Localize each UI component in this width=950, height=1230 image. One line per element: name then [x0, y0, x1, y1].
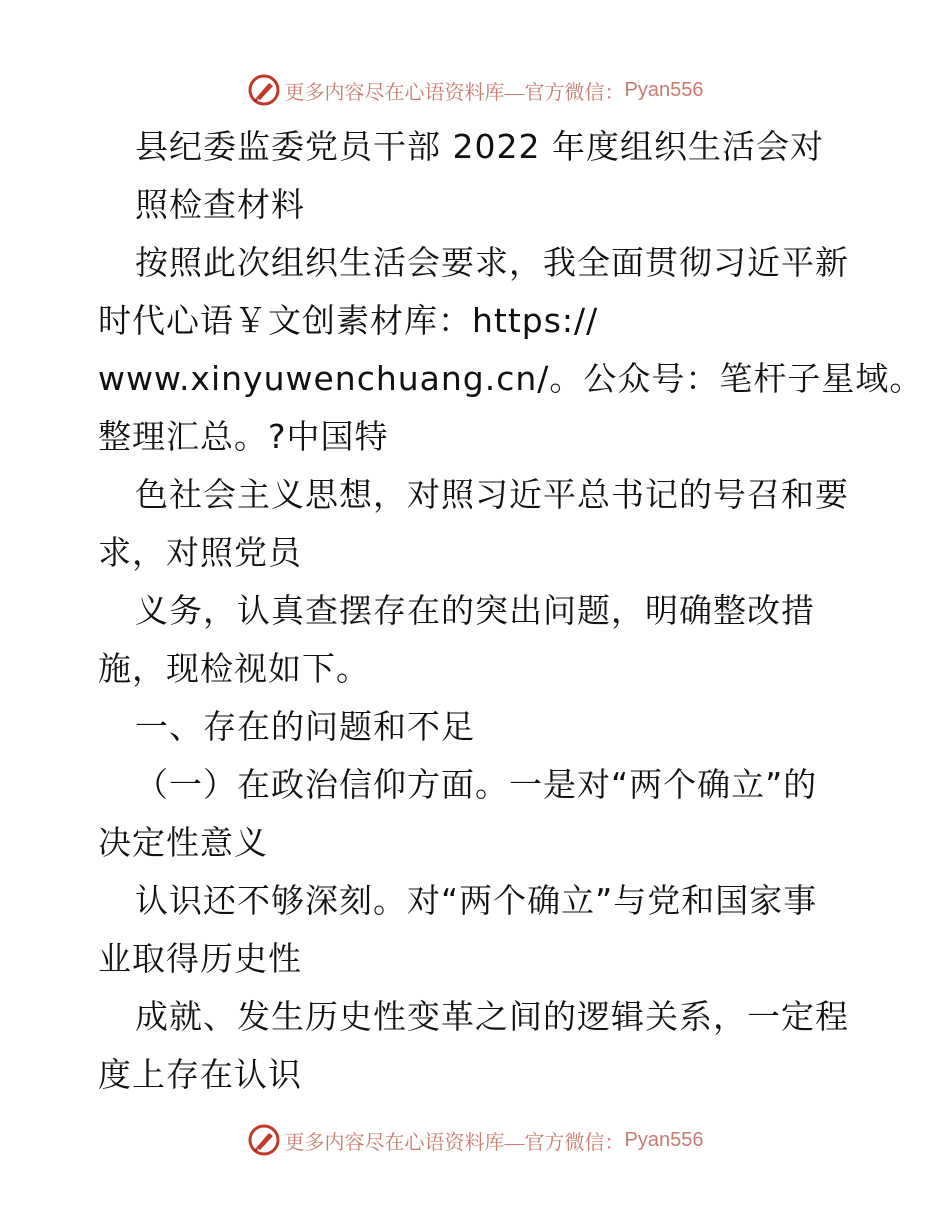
paragraph-line: 色社会主义思想，对照习近平总书记的号召和要: [135, 475, 849, 514]
paragraph-line: 整理汇总。?中国特: [98, 417, 389, 456]
paragraph-line: 时代心语￥文创素材库：https://: [98, 301, 599, 340]
paragraph-line: 度上存在认识: [98, 1055, 302, 1094]
section-heading: 一、存在的问题和不足: [135, 707, 475, 746]
watermark-text: 更多内容尽在心语资料库—官方微信：: [284, 1131, 625, 1154]
paragraph-line: 按照此次组织生活会要求，我全面贯彻习近平新: [135, 243, 849, 282]
watermark-wechat-id: Pyan556: [624, 78, 704, 101]
header-watermark: [0, 70, 950, 110]
paragraph-line: 决定性意义: [98, 823, 268, 862]
paragraph-line: 施，现检视如下。: [98, 649, 370, 688]
watermark-text: 更多内容尽在心语资料库—官方微信：: [284, 81, 625, 104]
document-title-line-1: 县纪委监委党员干部 2022 年度组织生活会对: [135, 127, 824, 166]
paragraph-line: 认识还不够深刻。对“两个确立”与党和国家事: [135, 881, 818, 920]
document-title-line-2: 照检查材料: [135, 185, 305, 224]
paragraph-line: 成就、发生历史性变革之间的逻辑关系，一定程: [135, 997, 849, 1036]
watermark-wechat-id: Pyan556: [624, 1128, 704, 1151]
pen-logo-icon: [247, 73, 281, 107]
paragraph-line: 求，对照党员: [98, 533, 302, 572]
paragraph-line: 业取得历史性: [98, 939, 302, 978]
pen-logo-icon: [247, 1123, 281, 1157]
subsection-line: （一）在政治信仰方面。一是对“两个确立”的: [135, 765, 818, 804]
paragraph-line: www.xinyuwenchuang.cn/。公众号：笔杆子星域。: [98, 359, 924, 398]
paragraph-line: 义务，认真查摆存在的突出问题，明确整改措: [135, 591, 815, 630]
document-body: [98, 118, 924, 1104]
footer-watermark: [0, 1120, 950, 1160]
